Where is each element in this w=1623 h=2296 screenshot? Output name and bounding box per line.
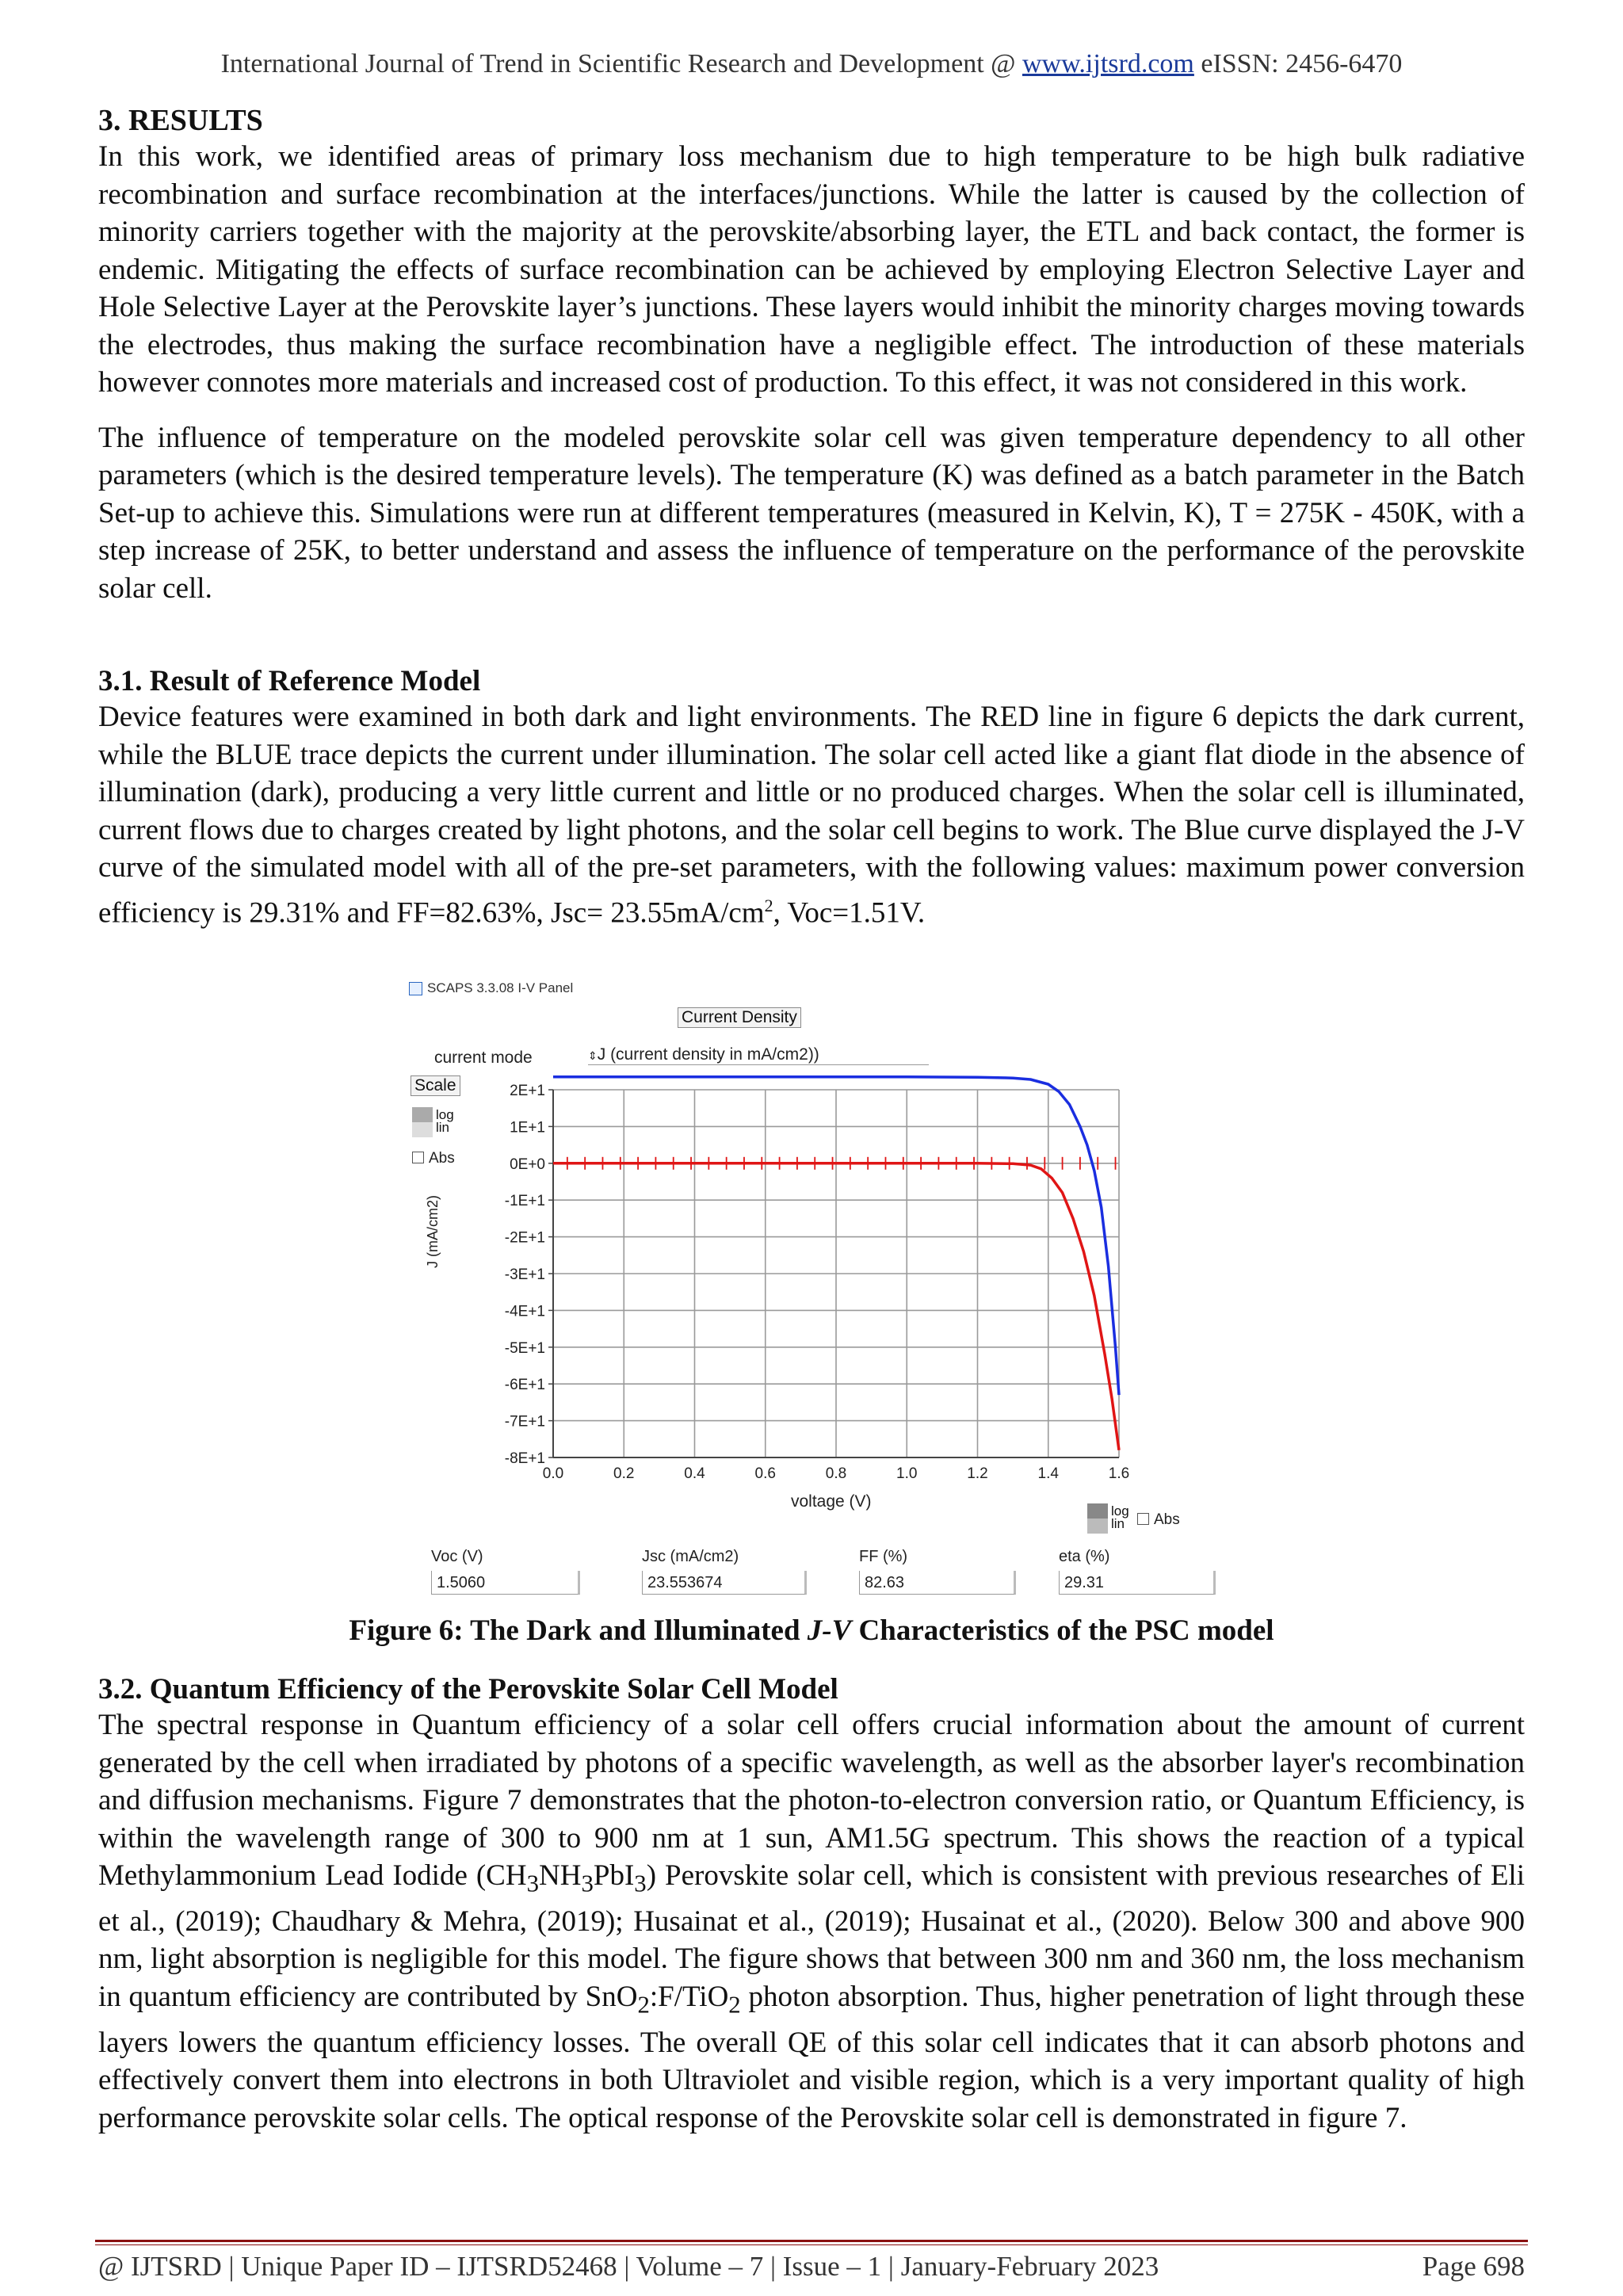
checkbox-icon-x — [1137, 1513, 1149, 1525]
x-tick-label: 0.0 — [542, 1465, 564, 1482]
abs-checkbox-x[interactable] — [1137, 1511, 1180, 1529]
x-tick-label: 0.6 — [754, 1465, 776, 1482]
superscript-2: 2 — [764, 895, 773, 915]
updown-arrows-icon: ⇕ — [588, 1049, 598, 1062]
y-tick-label: -4E+1 — [504, 1303, 545, 1320]
abs-label: Abs — [429, 1150, 455, 1167]
qe-heading: 3.2. Quantum Efficiency of the Perovskite Solar Cell Model — [98, 1673, 838, 1706]
unit-select-text: J (current density in mA/cm2)) — [597, 1045, 819, 1064]
eta-label: eta (%) — [1059, 1548, 1110, 1565]
qe-text-4: ) Perovskite solar cell, which is consistent with previous researches of Eli et al., (2019); Chaudhary & Mehra, (2019); Husainat et al., (2019); Husainat et al., (2020). Below 300 and above 900 nm, light absorption is negligible for this model. The figure shows that between 300 nm and 360 nm, the loss mechanism in quantum efficiency are contributed by SnO — [98, 1859, 1525, 2013]
section-results — [98, 103, 1525, 607]
sub-3: 3 — [634, 1870, 647, 1897]
panel-title-text: SCAPS 3.3.08 I-V Panel — [427, 980, 574, 995]
voc-label: Voc (V) — [431, 1548, 483, 1565]
y-tick-label: -1E+1 — [504, 1193, 545, 1210]
results-heading: 3. RESULTS — [98, 104, 263, 137]
footer-rule-thin — [95, 2244, 1528, 2245]
y-tick-label: -7E+1 — [504, 1413, 545, 1431]
caption-italic: J-V — [807, 1614, 852, 1647]
current-density-button[interactable]: Current Density — [678, 1007, 801, 1028]
jsc-field — [632, 1548, 807, 1595]
x-tick-label: 1.6 — [1108, 1465, 1130, 1482]
x-tick-label: 1.2 — [967, 1465, 988, 1482]
reference-model-text: Device features were examined in both dark and light environments. The RED line in figure 6 depicts the dark current, while the BLUE trace depicts the current under illumination. The solar cell acted like a giant flat diode in the absence of illumination (dark), producing a very little current and little or no produced charges. When the solar cell is illuminated, current flows due to charges created by light photons, and the solar cell begins to work. The Blue curve displayed the J-V curve of the simulated model with all of the pre-set parameters, with the following values: maximum power conversion efficiency is 29.31% and FF=82.63%, Jsc= 23.55mA/cm — [98, 701, 1525, 929]
jv-chart — [404, 979, 1220, 1502]
eta-value[interactable]: 29.31 — [1059, 1571, 1216, 1595]
x-tick-label: 0.2 — [613, 1465, 635, 1482]
y-axis-label: J (mA/cm2) — [425, 1195, 441, 1268]
log-label-x: log — [1111, 1503, 1129, 1519]
qe-text-1: The spectral response in Quantum efficiency of a solar cell offers crucial information about the amount of current generated by the cell when irradiated by photons of a specific wavelength, as well as the absorber layer's recombination and diffusion mechanisms. Figure 7 demonstrates that the photon-to-electron conversion ratio, or Quantum Efficiency, is within the wavelength range of 300 to 900 nm at 1 sun, AM1.5G spectrum. This shows the reaction of a typical Methylammonium Lead Iodide (CH — [98, 1709, 1525, 1892]
figure-6-iv-panel — [404, 979, 1220, 1613]
sub-1: 3 — [526, 1870, 539, 1897]
scale-button[interactable]: Scale — [411, 1075, 460, 1096]
y-tick-label: -2E+1 — [504, 1229, 545, 1247]
x-axis-label: voltage (V) — [791, 1492, 872, 1511]
x-tick-label: 1.4 — [1037, 1465, 1059, 1482]
y-tick-label: 0E+0 — [510, 1156, 545, 1173]
jsc-value[interactable]: 23.553674 — [642, 1571, 807, 1595]
results-paragraph-1: In this work, we identified areas of primary loss mechanism due to high temperature to be high bulk radiative recombination and surface recombination at the interfaces/junctions. While the latter is caused by the collection of minority carriers together with the majority at the perovskite/absorbing layer, the ETL and back contact, the former is endemic. Mitigating the effects of surface recombination can be achieved by employing Electron Selective Layer and Hole Selective Layer at the Perovskite layer’s junctions. These layers would inhibit the minority charges moving towards the electrodes, thus making the surface recombination have a negligible effect. The introduction of these materials however connotes more materials and increased cost of production. To this effect, it was not considered in this work. — [98, 140, 1525, 399]
y-tick-label: 2E+1 — [510, 1083, 545, 1099]
y-tick-label: -5E+1 — [504, 1339, 545, 1357]
y-tick-label: -8E+1 — [504, 1450, 545, 1467]
reference-model-paragraph — [98, 698, 1525, 931]
ff-value[interactable]: 82.63 — [859, 1571, 1016, 1595]
ff-label: FF (%) — [859, 1548, 908, 1565]
qe-text-2: NH — [539, 1859, 582, 1892]
sub-5: 2 — [728, 1991, 741, 2019]
abs-label-x: Abs — [1154, 1511, 1180, 1528]
x-tick-label: 0.4 — [684, 1465, 705, 1482]
sub-2: 3 — [581, 1870, 594, 1897]
log-lin-toggle-x[interactable] — [1087, 1503, 1129, 1534]
running-header — [0, 49, 1623, 79]
voc-value[interactable]: 1.5060 — [431, 1571, 580, 1595]
results-paragraph-2: The influence of temperature on the modeled perovskite solar cell was given temperature dependency to all other parameters (which is the desired temperature levels). The temperature (K) was defined as a batch parameter in the Batch Set-up to achieve this. Simulations were run at different temperatures (measured in Kelvin, K), T = 275K - 450K, with a step increase of 25K, to better understand and assess the influence of temperature on the performance of the perovskite solar cell. — [98, 421, 1525, 605]
y-tick-label: -3E+1 — [504, 1266, 545, 1283]
y-tick-label: 1E+1 — [510, 1119, 545, 1137]
page-footer — [98, 2251, 1525, 2283]
eta-field — [1049, 1548, 1216, 1595]
qe-paragraph — [98, 1706, 1525, 2137]
sub-4: 2 — [637, 1991, 650, 2019]
reference-model-tail: , Voc=1.51V. — [773, 896, 926, 929]
figure-6-caption — [0, 1614, 1623, 1648]
lin-label: lin — [436, 1120, 450, 1135]
footer-left: @ IJTSRD | Unique Paper ID – IJTSRD52468 | Volume – 7 | Issue – 1 | January-February 2023 — [98, 2251, 1159, 2282]
section-quantum-efficiency — [98, 1672, 1525, 2137]
jsc-label: Jsc (mA/cm2) — [642, 1548, 739, 1565]
caption-suffix: Characteristics of the PSC model — [851, 1614, 1274, 1647]
lin-label-x: lin — [1111, 1516, 1125, 1531]
qe-text-6: photon absorption. Thus, higher penetration of light through these layers lowers the quantum efficiency losses. The overall QE of this solar cell indicates that it can absorb photons and effectively convert them into electrons in both Ultraviolet and visible region, which is a very important quality of high performance perovskite solar cells. The optical response of the Perovskite solar cell is demonstrated in figure 7. — [98, 1980, 1525, 2134]
current-mode-label: current mode — [434, 1049, 533, 1067]
y-tick-label: -6E+1 — [504, 1377, 545, 1394]
page-number: Page 698 — [1422, 2251, 1525, 2282]
x-tick-label: 0.8 — [825, 1465, 847, 1482]
section-reference-model — [98, 664, 1525, 931]
qe-text-5: :F/TiO — [649, 1980, 729, 2013]
header-prefix: International Journal of Trend in Scientific Research and Development @ — [220, 49, 1022, 78]
ff-field — [850, 1548, 1016, 1595]
x-tick-label: 1.0 — [896, 1465, 918, 1482]
log-label: log — [436, 1107, 454, 1122]
header-suffix: eISSN: 2456-6470 — [1193, 49, 1403, 78]
footer-rule — [95, 2240, 1528, 2242]
voc-field — [422, 1548, 580, 1595]
qe-text-3: PbI — [593, 1859, 635, 1892]
caption-prefix: Figure 6: The Dark and Illuminated — [349, 1614, 808, 1647]
reference-model-heading: 3.1. Result of Reference Model — [98, 665, 481, 697]
journal-link[interactable]: www.ijtsrd.com — [1022, 49, 1194, 78]
